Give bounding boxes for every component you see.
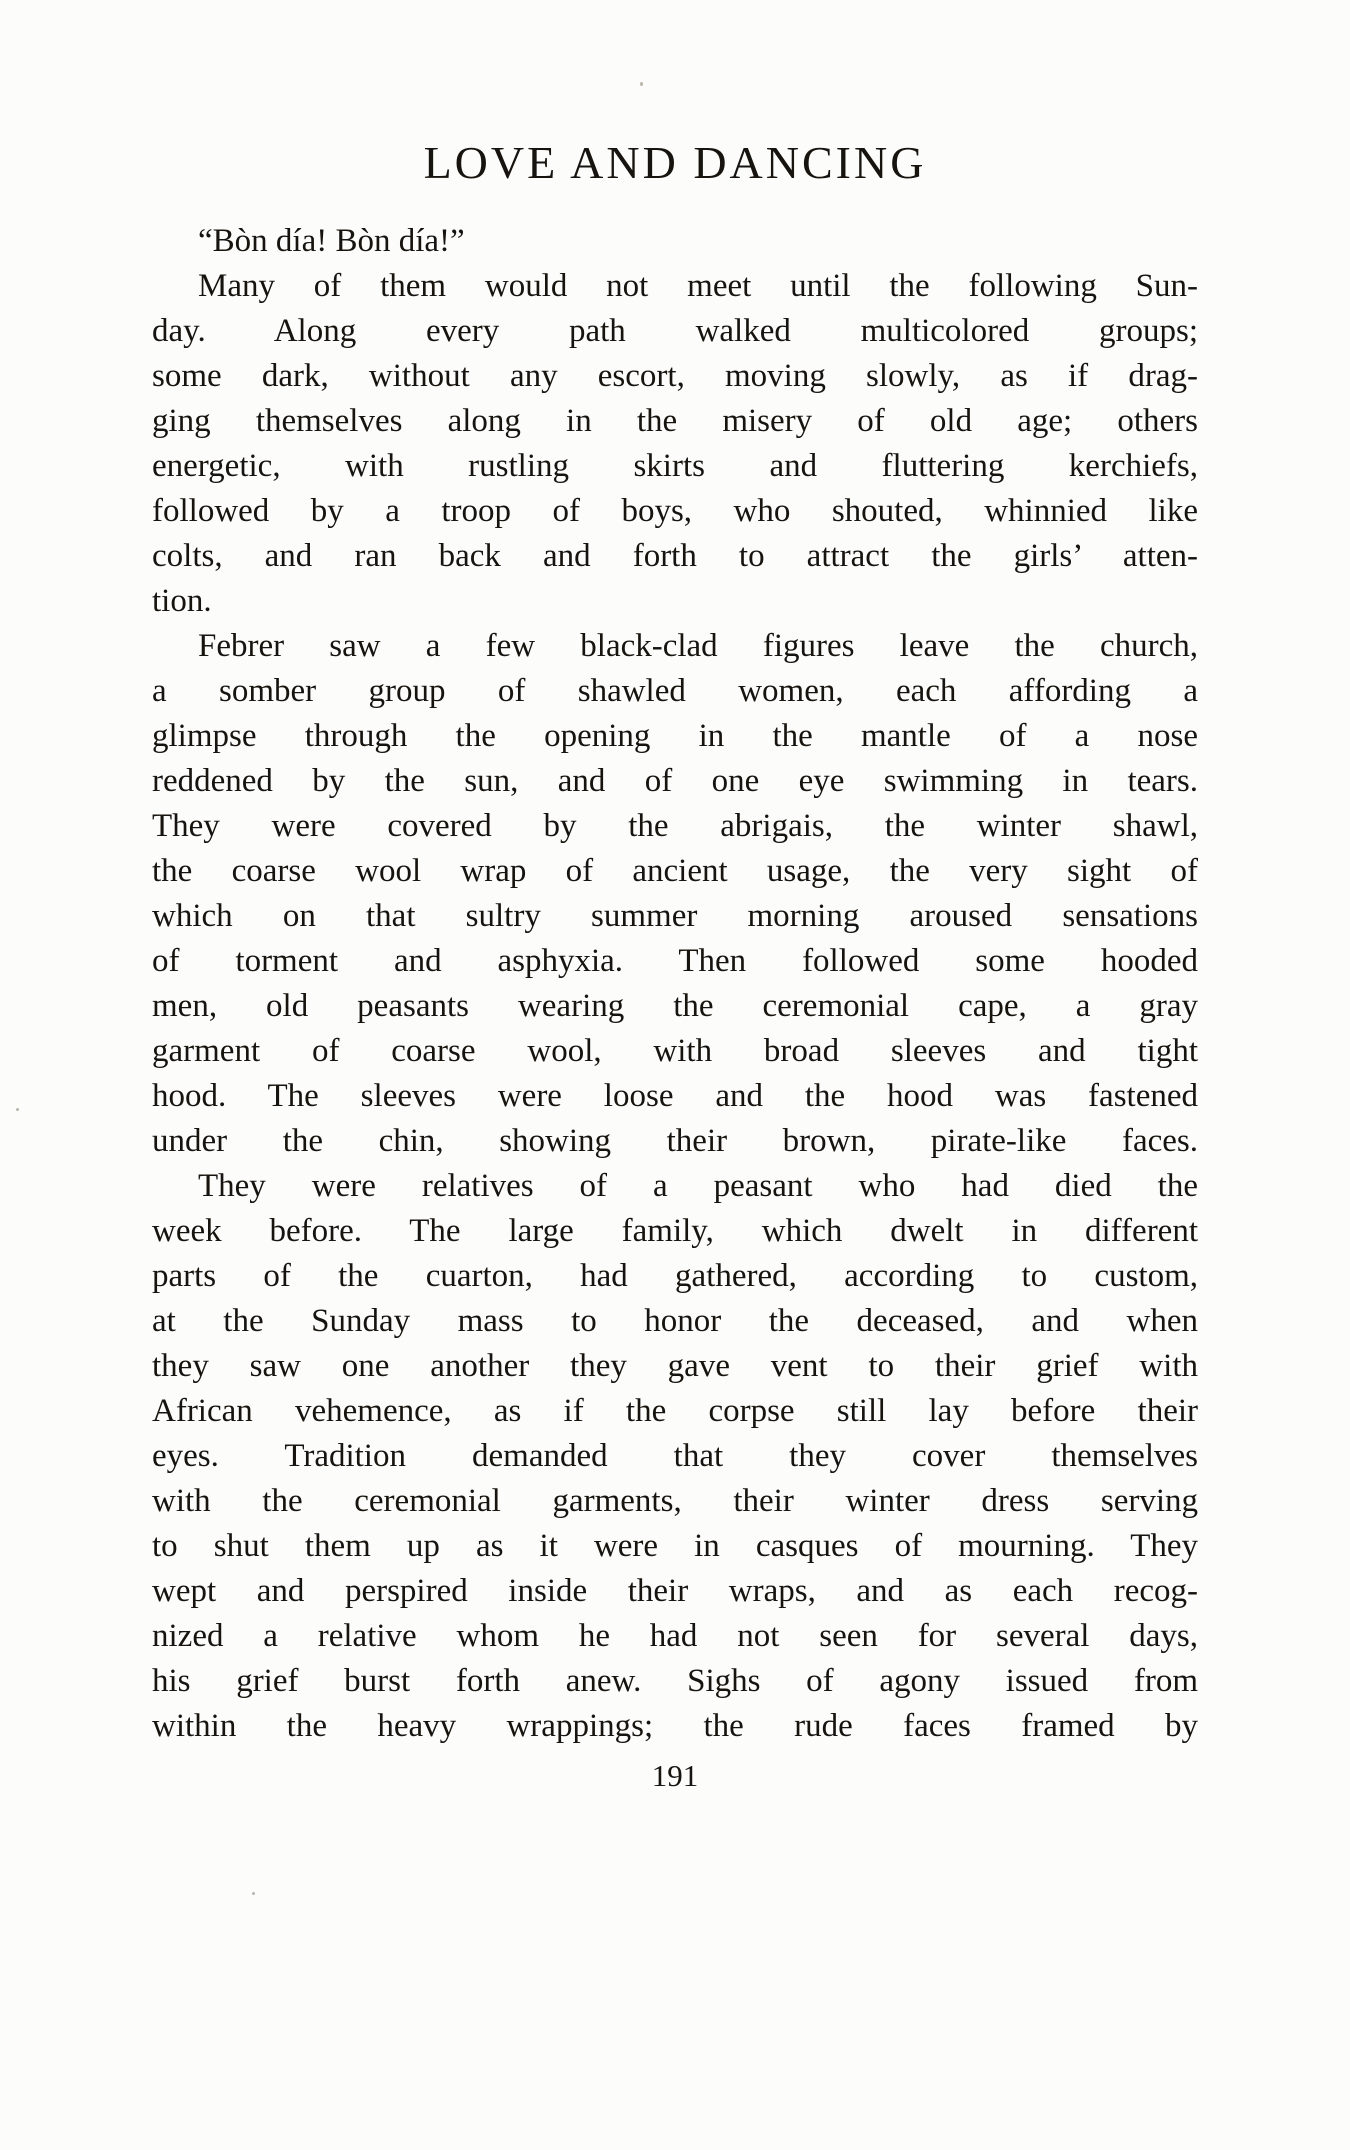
text-line: glimpse through the opening in the mantle of a nose bbox=[152, 717, 1198, 754]
text-line: to shut them up as it were in casques of mourning. They bbox=[152, 1527, 1198, 1564]
text-line: energetic, with rustling skirts and fluttering kerchiefs, bbox=[152, 447, 1198, 484]
paragraph bbox=[152, 1164, 1198, 1749]
text-line: They were covered by the abrigais, the winter shawl, bbox=[152, 807, 1198, 844]
text-line: Febrer saw a few black-clad figures leave the church, bbox=[198, 627, 1198, 664]
text-line: the coarse wool wrap of ancient usage, the very sight of bbox=[152, 852, 1198, 889]
text-line: ging themselves along in the misery of old age; others bbox=[152, 402, 1198, 439]
text-line: garment of coarse wool, with broad sleeves and tight bbox=[152, 1032, 1198, 1069]
paragraph bbox=[152, 624, 1198, 1164]
text-line: nized a relative whom he had not seen for several days, bbox=[152, 1617, 1198, 1654]
text-line: they saw one another they gave vent to their grief with bbox=[152, 1347, 1198, 1384]
text-line: African vehemence, as if the corpse still lay before their bbox=[152, 1392, 1198, 1429]
text-line: followed by a troop of boys, who shouted, whinnied like bbox=[152, 492, 1198, 529]
text-line: wept and perspired inside their wraps, and as each recog- bbox=[152, 1572, 1198, 1609]
text-line: within the heavy wrappings; the rude faces framed by bbox=[152, 1707, 1198, 1744]
text-line: Many of them would not meet until the following Sun- bbox=[198, 267, 1198, 304]
text-line: some dark, without any escort, moving slowly, as if drag- bbox=[152, 357, 1198, 394]
text-line: of torment and asphyxia. Then followed some hooded bbox=[152, 942, 1198, 979]
scan-speck bbox=[640, 82, 643, 86]
text-line: under the chin, showing their brown, pirate-like faces. bbox=[152, 1122, 1198, 1159]
chapter-title: LOVE AND DANCING bbox=[423, 137, 927, 188]
text-line: reddened by the sun, and of one eye swimming in tears. bbox=[152, 762, 1198, 799]
text-line: parts of the cuarton, had gathered, according to custom, bbox=[152, 1257, 1198, 1294]
text-line: at the Sunday mass to honor the deceased, and when bbox=[152, 1302, 1198, 1339]
text-line: week before. The large family, which dwelt in different bbox=[152, 1212, 1198, 1249]
text-line: colts, and ran back and forth to attract the girls’ atten- bbox=[152, 537, 1198, 574]
scan-speck bbox=[16, 1108, 19, 1111]
text-line: his grief burst forth anew. Sighs of agony issued from bbox=[152, 1662, 1198, 1699]
paragraph bbox=[152, 219, 1198, 264]
text-line: day. Along every path walked multicolored groups; bbox=[152, 312, 1198, 349]
text-line: tion. bbox=[152, 582, 212, 619]
text-line: hood. The sleeves were loose and the hood was fastened bbox=[152, 1077, 1198, 1114]
paragraph bbox=[152, 264, 1198, 624]
page-number: 191 bbox=[651, 1757, 699, 1793]
text-body bbox=[152, 219, 1198, 1749]
text-line: “Bòn día! Bòn día!” bbox=[198, 222, 465, 259]
text-line: eyes. Tradition demanded that they cover themselves bbox=[152, 1437, 1198, 1474]
text-line: a somber group of shawled women, each affording a bbox=[152, 672, 1198, 709]
text-line: which on that sultry summer morning aroused sensations bbox=[152, 897, 1198, 934]
scan-speck bbox=[252, 1892, 255, 1895]
text-line: men, old peasants wearing the ceremonial cape, a gray bbox=[152, 987, 1198, 1024]
text-line: They were relatives of a peasant who had died the bbox=[198, 1167, 1198, 1204]
text-line: with the ceremonial garments, their winter dress serving bbox=[152, 1482, 1198, 1519]
